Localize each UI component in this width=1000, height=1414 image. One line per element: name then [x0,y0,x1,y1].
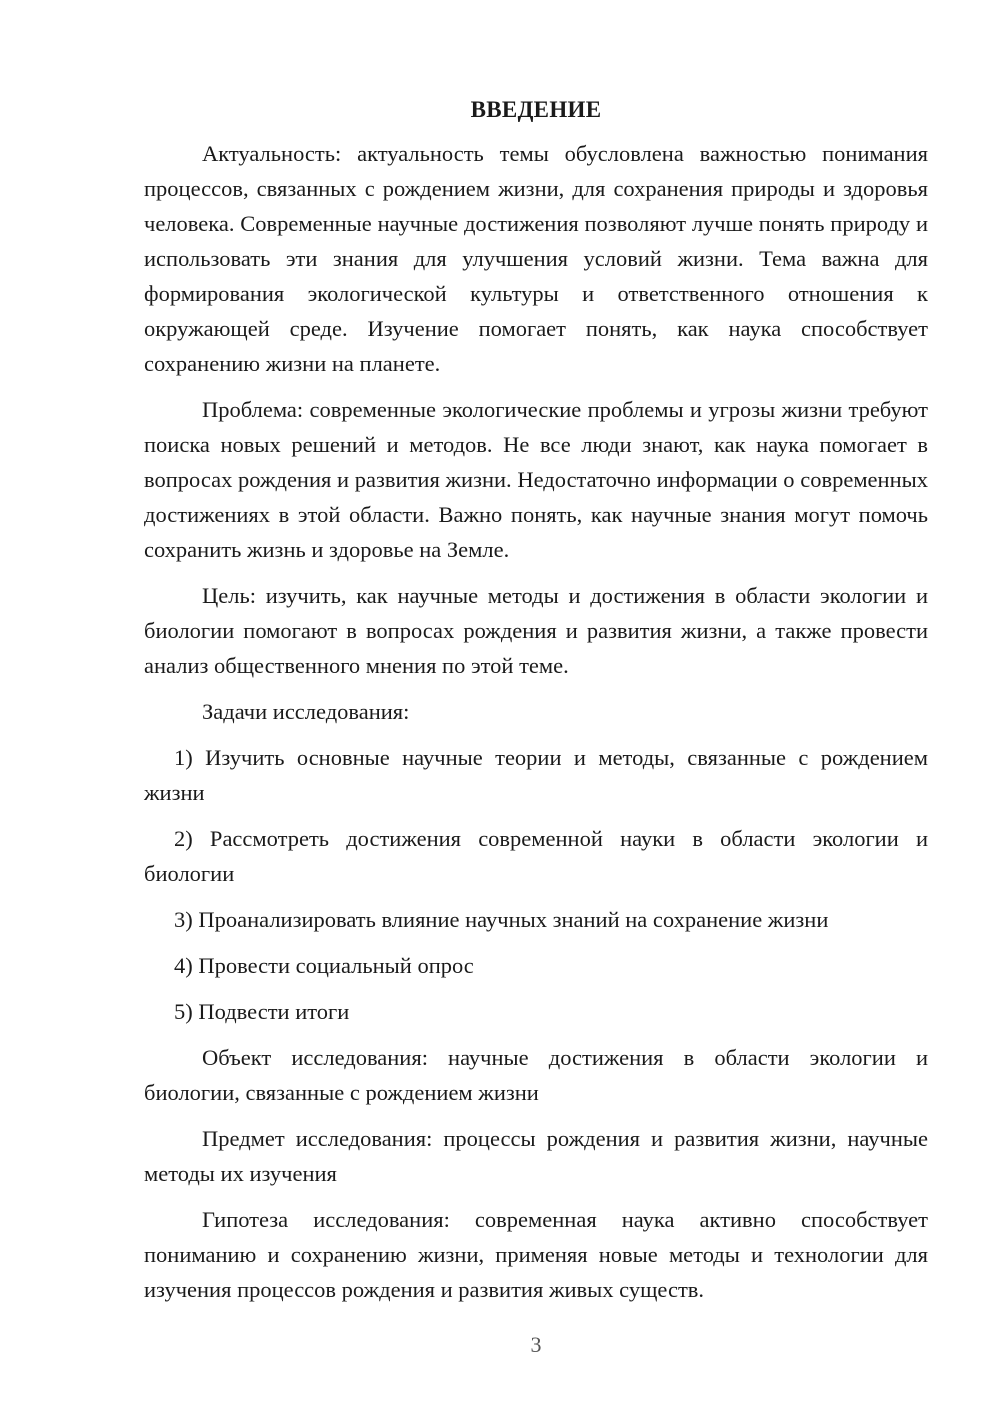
tasks-heading: Задачи исследования: [202,699,410,724]
task-item-2: 2) Рассмотреть достижения современной науки в области экологии и биологии [144,826,928,886]
task-item-1: 1) Изучить основные научные теории и методы, связанные с рождением жизни [144,745,928,805]
tasks-list [144,740,928,1029]
paragraph-hypothesis: Гипотеза исследования: современная наука активно способствует пониманию и сохранению жизни, применяя новые методы и технологии для изучения процессов рождения и развития живых существ. [144,1207,928,1302]
paragraph-relevance: Актуальность: актуальность темы обусловлена важностью понимания процессов, связанных с рождением жизни, для сохранения природы и здоровья человека. Современные научные достижения позволяют лучше понять природу и использовать эти знания для улучшения условий жизни. Тема важна для формирования экологической культуры и ответственного отношения к окружающей среде. Изучение помогает понять, как наука способствует сохранению жизни на планете. [144,141,928,376]
section-title: ВВЕДЕНИЕ [470,97,602,122]
paragraph-subject: Предмет исследования: процессы рождения и развития жизни, научные методы их изучения [144,1126,928,1186]
document-page [144,92,928,1318]
task-item-3: 3) Проанализировать влияние научных знаний на сохранение жизни [174,907,829,932]
task-item-5: 5) Подвести итоги [174,999,350,1024]
task-item-4: 4) Провести социальный опрос [174,953,474,978]
paragraph-problem: Проблема: современные экологические проблемы и угрозы жизни требуют поиска новых решений и методов. Не все люди знают, как наука помогает в вопросах рождения и развития жизни. Недостаточно информации о современных достижениях в этой области. Важно понять, как научные знания могут помочь сохранить жизнь и здоровье на Земле. [144,397,928,562]
paragraph-object: Объект исследования: научные достижения в области экологии и биологии, связанные с рождением жизни [144,1045,928,1105]
paragraph-goal: Цель: изучить, как научные методы и достижения в области экологии и биологии помогают в вопросах рождения и развития жизни, а также провести анализ общественного мнения по этой теме. [144,583,928,678]
page-number: 3 [530,1332,542,1357]
